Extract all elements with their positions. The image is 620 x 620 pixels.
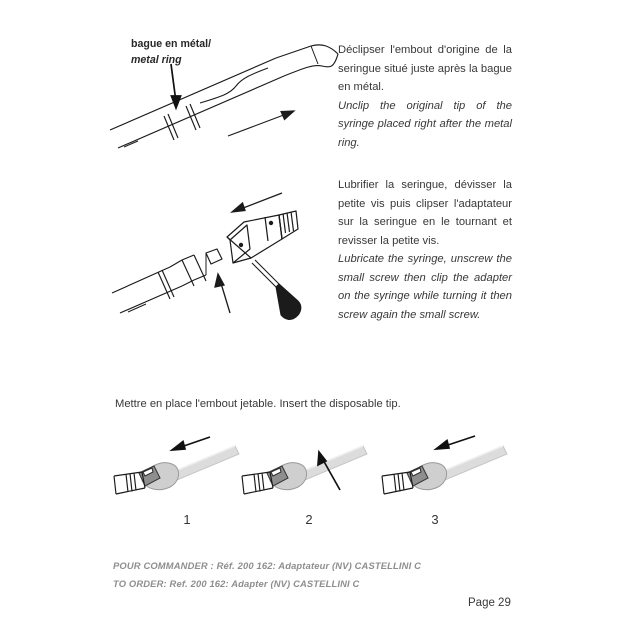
step-1-text-fr: Déclipser l'embout d'origine de la seringue situé juste après la bague en métal. <box>338 44 512 93</box>
disposable-tip-instruction: Mettre en place l'embout jetable. Insert the disposable tip. <box>115 398 401 410</box>
callout-label-en: metal ring <box>131 54 182 66</box>
step-number-3: 3 <box>431 512 439 527</box>
step-1-text-en: Unclip the original tip of the syringe placed right after the metal ring. <box>338 99 512 149</box>
metal-ring-callout <box>131 36 211 68</box>
footer-order-en: TO ORDER: Ref. 200 162: Adapter (NV) CASTELLINI C <box>113 578 360 589</box>
adapter-screwdriver-diagram <box>110 185 325 325</box>
step-2-text-en: Lubricate the syringe, unscrew the small screw then clip the adapter on the syringe while turning it then screw again the small screw. <box>338 253 512 321</box>
step-2-text <box>338 176 512 324</box>
callout-label-fr: bague en métal/ <box>131 38 212 50</box>
step-number-2: 2 <box>305 512 313 527</box>
disposable-tip-figure-2 <box>240 428 390 508</box>
disposable-tip-figure-3 <box>380 428 530 508</box>
step-number-1: 1 <box>183 512 191 527</box>
footer-order-fr: POUR COMMANDER : Réf. 200 162: Adaptateur (NV) CASTELLINI C <box>113 560 422 571</box>
step-1-text <box>338 41 512 152</box>
step-2-text-fr: Lubrifier la seringue, dévisser la petite vis puis clipser l'adaptateur sur la seringue en le tournant et revisser la petite vis. <box>338 179 512 247</box>
page-number: Page 29 <box>468 597 511 609</box>
